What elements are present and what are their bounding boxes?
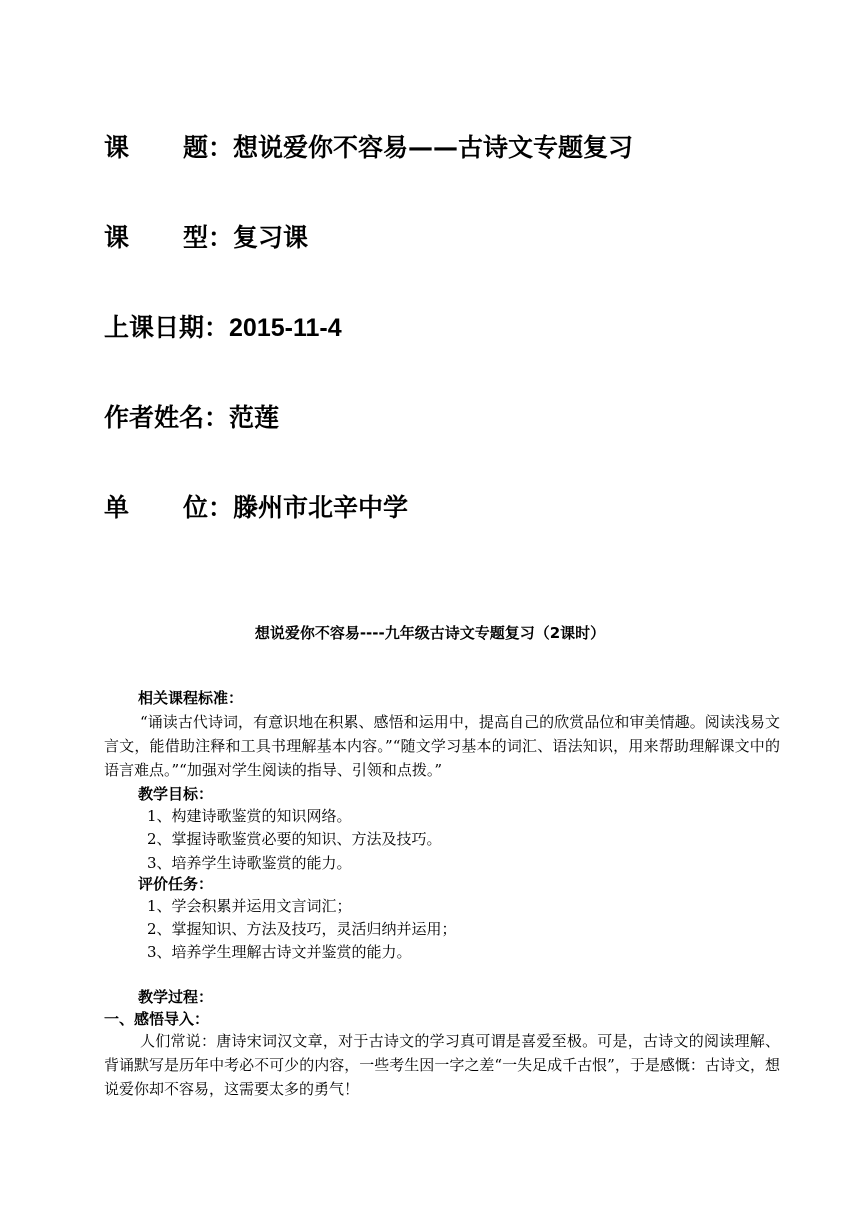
type-colon: ： (208, 223, 234, 252)
section1-heading: 一、感悟导入： (104, 1010, 210, 1028)
cover-unit-line (104, 488, 408, 528)
cover-date-line (104, 308, 342, 348)
document-title: 想说爱你不容易----九年级古诗文专题复习（2课时） (254, 624, 606, 642)
goals-heading: 教学目标： (138, 785, 214, 803)
eval-item: 1、学会积累并运用文言词汇； (147, 897, 352, 915)
process-heading: 教学过程： (138, 988, 214, 1006)
unit-value: 滕州市北辛中学 (233, 493, 409, 522)
goal-item: 3、培养学生诗歌鉴赏的能力。 (147, 854, 352, 872)
author-label: 作者姓名： (104, 403, 230, 432)
standards-heading: 相关课程标准： (138, 689, 244, 707)
cover-type-line (104, 218, 308, 258)
topic-colon: ： (208, 133, 234, 162)
standards-paragraph: “诵读古代诗词，有意识地在积累、感悟和运用中，提高自己的欣赏品位和审美情趣。阅读浅易文言文，能借助注释和工具书理解基本内容。”“随文学习基本的词汇、语法知识，用来帮助理解课文中的语言难点。”“加强对学生阅读的指导、引领和点拨。” (104, 713, 780, 779)
eval-item: 2、掌握知识、方法及技巧，灵活归纳并运用； (147, 920, 457, 938)
topic-label: 课 题 (104, 133, 208, 162)
date-value: 2015-11-4 (229, 314, 342, 342)
type-label: 课 型 (104, 223, 208, 252)
unit-colon: ： (208, 493, 234, 522)
section1-paragraph: 人们常说：唐诗宋词汉文章，对于古诗文的学习真可谓是喜爱至极。可是，古诗文的阅读理解、背诵默写是历年中考必不可少的内容，一些考生因一字之差“一失足成千古恨”，于是感慨：古诗文，想说爱你却不容易，这需要太多的勇气！ (104, 1032, 780, 1098)
goal-item: 2、掌握诗歌鉴赏必要的知识、方法及技巧。 (147, 830, 442, 848)
cover-topic-line (104, 128, 633, 168)
eval-heading: 评价任务： (138, 875, 214, 893)
unit-label: 单 位 (104, 493, 208, 522)
author-value: 范莲 (229, 403, 280, 432)
topic-value: 想说爱你不容易——古诗文专题复习 (233, 133, 634, 162)
eval-item: 3、培养学生理解古诗文并鉴赏的能力。 (147, 943, 412, 961)
goal-item: 1、构建诗歌鉴赏的知识网络。 (147, 807, 352, 825)
type-value: 复习课 (233, 223, 309, 252)
date-label: 上课日期： (104, 313, 230, 342)
cover-author-line (104, 398, 279, 438)
